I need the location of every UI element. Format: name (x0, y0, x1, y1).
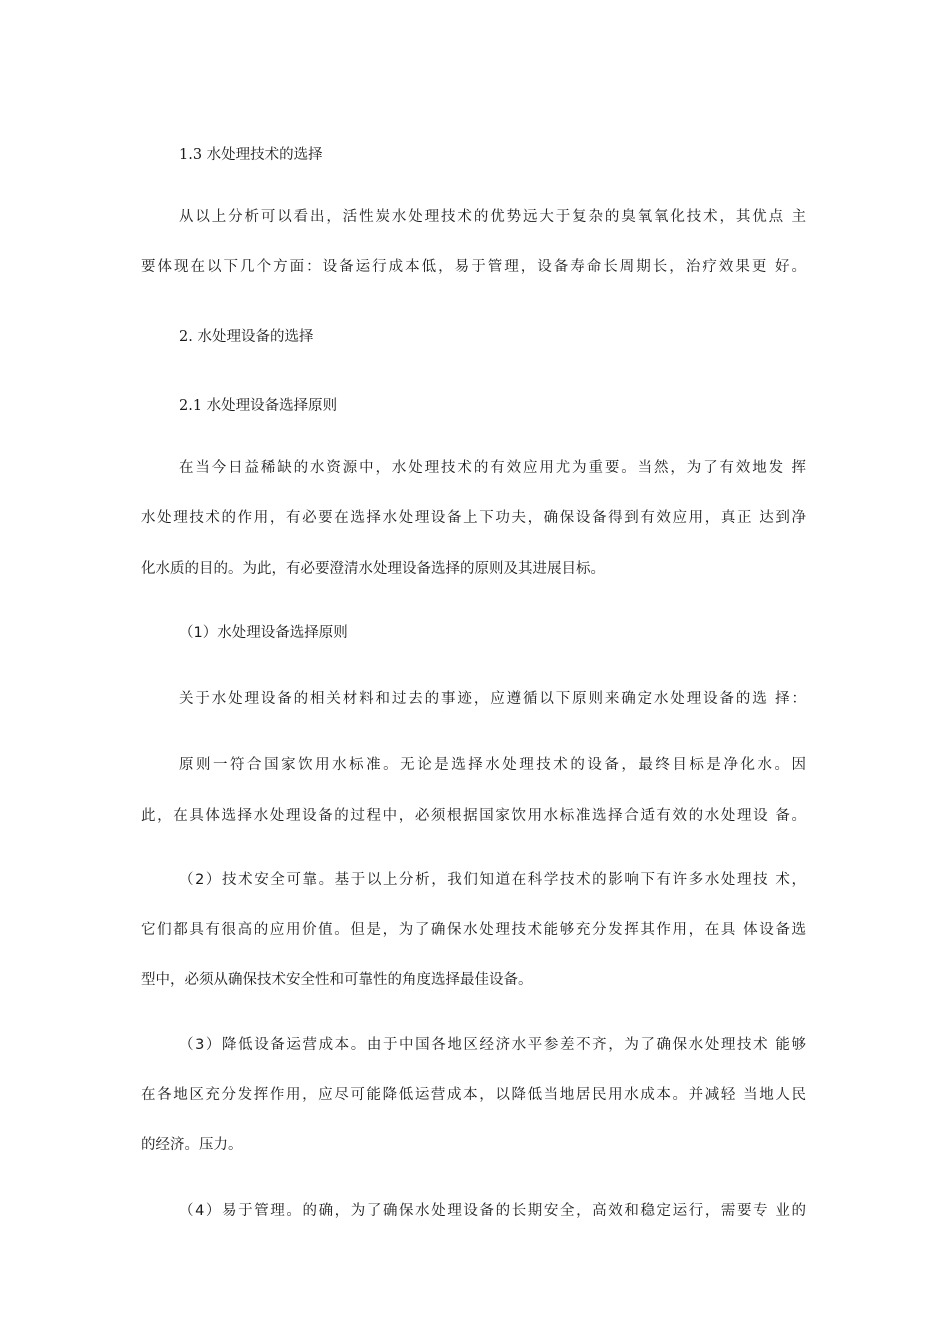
paragraph-line: （4）易于管理。的确，为了确保水处理设备的长期安全，高效和稳定运行，需要专 业的 (179, 1203, 806, 1219)
paragraph-line: 水处理技术的作用，有必要在选择水处理设备上下功夫，确保设备得到有效应用，真正 达到净 (141, 510, 806, 526)
section-heading-1-3: 1.3 水处理技术的选择 (179, 147, 323, 163)
paragraph-line: 在当今日益稀缺的水资源中，水处理技术的有效应用尤为重要。当然，为了有效地发 挥 (179, 460, 806, 476)
paragraph-line: 型中，必须从确保技术安全性和可靠性的角度选择最佳设备。 (141, 972, 533, 988)
paragraph-line: 关于水处理设备的相关材料和过去的事迹，应遵循以下原则来确定水处理设备的选 择： (179, 691, 806, 707)
paragraph-line: 的经济。压力。 (141, 1137, 243, 1153)
paragraph-line: 它们都具有很高的应用价值。但是，为了确保水处理技术能够充分发挥其作用，在具 体设备选 (141, 922, 806, 938)
paragraph-line: （2）技术安全可靠。基于以上分析，我们知道在科学技术的影响下有许多水处理技 术， (179, 872, 806, 888)
subsection-heading-1: （1）水处理设备选择原则 (179, 625, 348, 641)
paragraph-line: 从以上分析可以看出，活性炭水处理技术的优势远大于复杂的臭氧氧化技术，其优点 主 (179, 209, 806, 225)
paragraph-line: 要体现在以下几个方面：设备运行成本低，易于管理，设备寿命长周期长，治疗效果更 好。 (141, 259, 806, 275)
paragraph-line: 原则一符合国家饮用水标准。无论是选择水处理技术的设备，最终目标是净化水。因 (179, 757, 806, 773)
paragraph-line: 化水质的目的。为此，有必要澄清水处理设备选择的原则及其进展目标。 (141, 561, 605, 577)
section-heading-2: 2. 水处理设备的选择 (179, 329, 314, 345)
paragraph-line: 在各地区充分发挥作用，应尽可能降低运营成本，以降低当地居民用水成本。并减轻 当地人民 (141, 1087, 806, 1103)
paragraph-line: 此，在具体选择水处理设备的过程中，必须根据国家饮用水标准选择合适有效的水处理设 备。 (141, 808, 806, 824)
section-heading-2-1: 2.1 水处理设备选择原则 (179, 398, 338, 414)
paragraph-line: （3）降低设备运营成本。由于中国各地区经济水平参差不齐，为了确保水处理技术 能够 (179, 1037, 806, 1053)
